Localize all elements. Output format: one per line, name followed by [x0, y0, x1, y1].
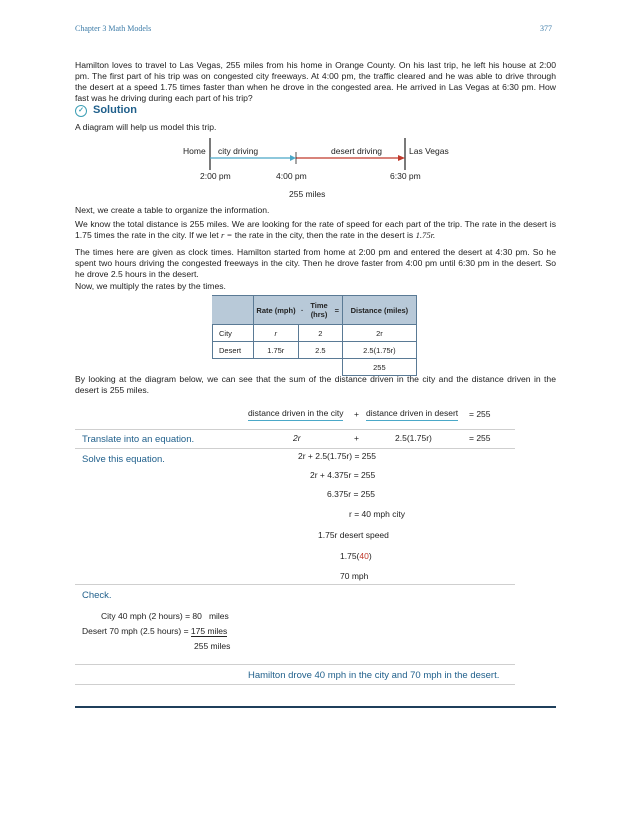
translate-rhs: = 255 — [469, 433, 491, 443]
divider — [75, 429, 515, 430]
rate-header: Rate (mph) — [253, 296, 298, 325]
desert-arrowhead — [398, 155, 405, 161]
word-plus: + — [354, 409, 359, 419]
times-paragraph: The times here are given as clock times. Hamilton started from home at 2:00 pm and entered the desert at 4:30 pm. So he spent two hours driving the congested freeways in the city. Then he drove faster from 4:00 pm until 6:30 pm in the desert. So he drove 2.5 hours in the desert. — [75, 247, 556, 279]
solve-step-1: 2r + 2.5(1.75r) = 255 — [298, 451, 376, 461]
city-arrowhead — [290, 155, 296, 161]
problem-text: Hamilton loves to travel to Las Vegas, 255 miles from his home in Orange County. On his last trip, he left his house at 2:00 pm. The first part of his trip was on congested city freeways. At 4:00 pm, the traffic cleared and he was able to drive through the desert at a speed 1.75 times faster than when he drove in the congested area. He arrived in Las Vegas at 6:30 pm. How fast was he driving during each part of his trip? — [75, 60, 556, 103]
city-time: 2 — [298, 325, 342, 342]
table-row — [213, 342, 417, 359]
solve-step-3: 6.375r = 255 — [327, 489, 375, 499]
word-desert: distance driven in desert — [366, 408, 458, 421]
las-vegas-label: Las Vegas — [409, 146, 449, 156]
table-row — [213, 325, 417, 342]
row-label-city: City — [213, 325, 254, 342]
divider — [75, 448, 515, 449]
table-total-row — [213, 359, 417, 376]
total-spacer — [213, 359, 343, 376]
check-desert-text: Desert 70 mph (2.5 hours) = — [82, 626, 191, 636]
translate-label: Translate into an equation. — [82, 434, 195, 445]
check-desert-value: 175 miles — [190, 626, 228, 636]
desert-distance: 2.5(1.75r) — [342, 342, 416, 359]
equals-header: = — [332, 296, 342, 325]
time-middle: 4:00 pm — [276, 171, 307, 181]
time-header: Time (hrs) — [306, 296, 332, 325]
check-total: 255 miles — [194, 641, 231, 651]
solution-title: Solution — [93, 104, 137, 116]
translate-b: 2.5(1.75r) — [395, 433, 432, 443]
chapter-header: Chapter 3 Math Models — [75, 24, 152, 33]
translate-plus: + — [354, 433, 359, 443]
check-label: Check. — [82, 590, 112, 601]
rate-line-2b: the rate in the city, then the rate in the desert is — [234, 230, 414, 240]
total-distance: 255 — [342, 359, 416, 376]
time-start: 2:00 pm — [200, 171, 231, 181]
table-corner — [213, 296, 254, 325]
desert-driving-label: desert driving — [331, 146, 383, 156]
translate-a: 2r — [293, 433, 301, 443]
solve-step-6 — [340, 551, 372, 561]
city-rate: r — [253, 325, 298, 342]
rate-time-table — [212, 295, 417, 376]
city-distance: 2r — [342, 325, 416, 342]
total-distance-label: 255 miles — [289, 189, 326, 199]
table-header-row — [213, 296, 417, 325]
solve-step-5: 1.75r desert speed — [318, 530, 389, 540]
solve-step-6-suffix: ) — [368, 551, 372, 561]
rate-var: r = — [221, 230, 233, 240]
dot-header: · — [298, 296, 306, 325]
page-footer-rule — [75, 706, 556, 708]
word-rhs: = 255 — [469, 409, 491, 419]
table-intro: Next, we create a table to organize the information. — [75, 205, 270, 215]
check-desert — [82, 626, 227, 636]
desert-time: 2.5 — [298, 342, 342, 359]
diagram-intro: A diagram will help us model this trip. — [75, 122, 217, 132]
row-label-desert: Desert — [213, 342, 254, 359]
solve-step-6-value: 40 — [359, 551, 369, 561]
solve-label: Solve this equation. — [82, 454, 165, 465]
sum-paragraph: By looking at the diagram below, we can see that the sum of the distance driven in the city and the distance driven in the desert is 255 miles. — [75, 374, 556, 395]
rate-line-1: We know the total distance is 255 miles. We are looking for the rate of speed for each part of the trip. The rate in the — [75, 219, 521, 229]
solution-heading — [75, 104, 137, 117]
rate-paragraph — [75, 219, 556, 241]
solve-step-4: r = 40 mph city — [349, 509, 405, 519]
multiply-paragraph: Now, we multiply the rates by the times. — [75, 281, 226, 291]
rate-expr: 1.75r. — [415, 230, 436, 240]
city-driving-label: city driving — [218, 146, 259, 156]
solve-step-7: 70 mph — [340, 571, 369, 581]
final-answer: Hamilton drove 40 mph in the city and 70 mph in the desert. — [248, 670, 500, 681]
check-city: City 40 mph (2 hours) = 80 miles — [101, 611, 229, 621]
divider — [75, 684, 515, 685]
divider — [75, 584, 515, 585]
desert-rate: 1.75r — [253, 342, 298, 359]
check-circle-icon: ✓ — [75, 105, 87, 117]
distance-header: Distance (miles) — [342, 296, 416, 325]
rate-line-2a: desert is 1.75 times the rate in the city. If we let — [75, 219, 557, 240]
time-end: 6:30 pm — [390, 171, 421, 181]
page-number: 377 — [540, 24, 552, 33]
divider — [75, 664, 515, 665]
solve-step-2: 2r + 4.375r = 255 — [310, 470, 376, 480]
word-city: distance driven in the city — [248, 408, 343, 421]
home-label: Home — [183, 146, 206, 156]
solve-step-6-prefix: 1.75( — [340, 551, 360, 561]
